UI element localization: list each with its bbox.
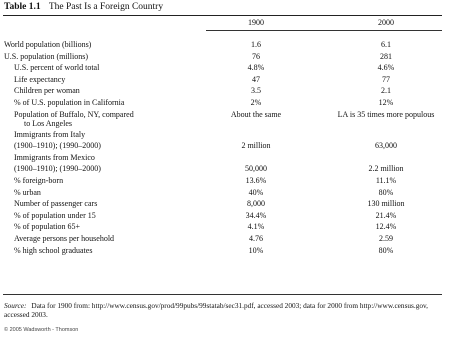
row-label: Immigrants from Italy (14, 129, 86, 139)
row-label: Life expectancy (14, 74, 66, 84)
column-header-2000: 2000 (378, 18, 394, 27)
value-2000: 80% (378, 187, 394, 197)
value-2000: 2.2 million (368, 164, 404, 174)
table-row (3, 210, 442, 222)
row-label: % of population 65+ (14, 222, 81, 232)
top-rule (3, 15, 442, 16)
value-2000: 130 million (367, 199, 405, 209)
row-label-line-1: Population of Buffalo, NY, compared (14, 109, 134, 119)
table-row (3, 198, 442, 210)
row-label: U.S. population (millions) (4, 51, 88, 61)
value-1900: 50,000 (245, 164, 267, 174)
row-label: Children per woman (14, 86, 80, 96)
bottom-rule (3, 294, 442, 295)
table-body (3, 39, 442, 256)
value-2000: 77 (382, 74, 390, 84)
value-1900: 34.4% (245, 210, 267, 220)
table-row (3, 163, 442, 175)
row-label-line-2: to Los Angeles (24, 118, 72, 128)
value-1900: 2 million (241, 141, 271, 151)
table-row (3, 233, 442, 245)
table-row (3, 74, 442, 86)
value-1900: 13.6% (245, 175, 267, 185)
value-2000: 2.1 (381, 86, 391, 96)
value-2000: 63,000 (375, 141, 397, 151)
row-label: Immigrants from Mexico (14, 152, 95, 162)
row-label: Average persons per household (14, 233, 115, 243)
row-label: % of U.S. population in California (14, 97, 125, 107)
value-1900: 4.1% (247, 222, 265, 232)
source-note (4, 301, 444, 319)
table-row (3, 97, 442, 109)
row-label: World population (billions) (4, 40, 92, 49)
table-title (4, 2, 163, 12)
value-2000: LA is 35 times more populous (337, 109, 435, 119)
value-2000: 281 (380, 51, 392, 61)
table-number: Table 1.1 (4, 2, 41, 12)
copyright-notice: © 2005 Wadsworth - Thomson (4, 327, 79, 333)
source-text: Data for 1900 from: http://www.census.gov/prod/99pubs/99statab/sec31.pdf, accessed 2003; data for 2000 from http://www.census.gov, accessed 2003. (4, 301, 429, 319)
value-2000: 80% (378, 245, 394, 255)
source-label: Source: (4, 301, 27, 310)
value-1900: 2% (250, 97, 262, 107)
value-1900: 4.76 (249, 233, 263, 243)
column-header-1900: 1900 (248, 18, 264, 27)
value-1900: 47 (252, 74, 260, 84)
value-2000: 6.1 (381, 40, 391, 49)
table-row (3, 85, 442, 97)
row-label: U.S. percent of world total (14, 63, 100, 73)
table-row (3, 140, 442, 152)
row-label: % of population under 15 (14, 210, 96, 220)
row-label: Number of passenger cars (14, 199, 98, 209)
row-label: (1900–1910); (1990–2000) (14, 141, 101, 151)
value-1900: 1.6 (251, 40, 261, 49)
value-2000: 12.4% (375, 222, 397, 232)
table-row (3, 109, 442, 129)
value-1900: 8,000 (247, 199, 265, 209)
row-label (14, 110, 134, 128)
row-label: % foreign-born (14, 175, 64, 185)
header-rule (206, 30, 442, 31)
value-1900: 4.8% (247, 63, 265, 73)
value-1900: About the same (230, 109, 282, 119)
row-label: % urban (14, 187, 41, 197)
value-1900: 3.5 (251, 86, 261, 96)
value-2000: 2.59 (379, 233, 393, 243)
value-2000: 12% (378, 97, 394, 107)
table-caption: The Past Is a Foreign Country (48, 2, 164, 12)
row-label: % high school graduates (14, 245, 93, 255)
table-row (3, 129, 442, 141)
value-2000: 4.6% (377, 63, 395, 73)
table-row (3, 175, 442, 187)
table-row (3, 152, 442, 164)
table-row (3, 221, 442, 233)
value-1900: 10% (248, 245, 264, 255)
value-1900: 40% (248, 187, 264, 197)
table-row (3, 39, 442, 51)
value-1900: 76 (252, 51, 260, 61)
table-row (3, 187, 442, 199)
value-2000: 11.1% (375, 175, 397, 185)
table-row (3, 62, 442, 74)
table-row (3, 51, 442, 63)
value-2000: 21.4% (375, 210, 397, 220)
table-row (3, 245, 442, 257)
row-label: (1900–1910); (1990–2000) (14, 164, 101, 174)
